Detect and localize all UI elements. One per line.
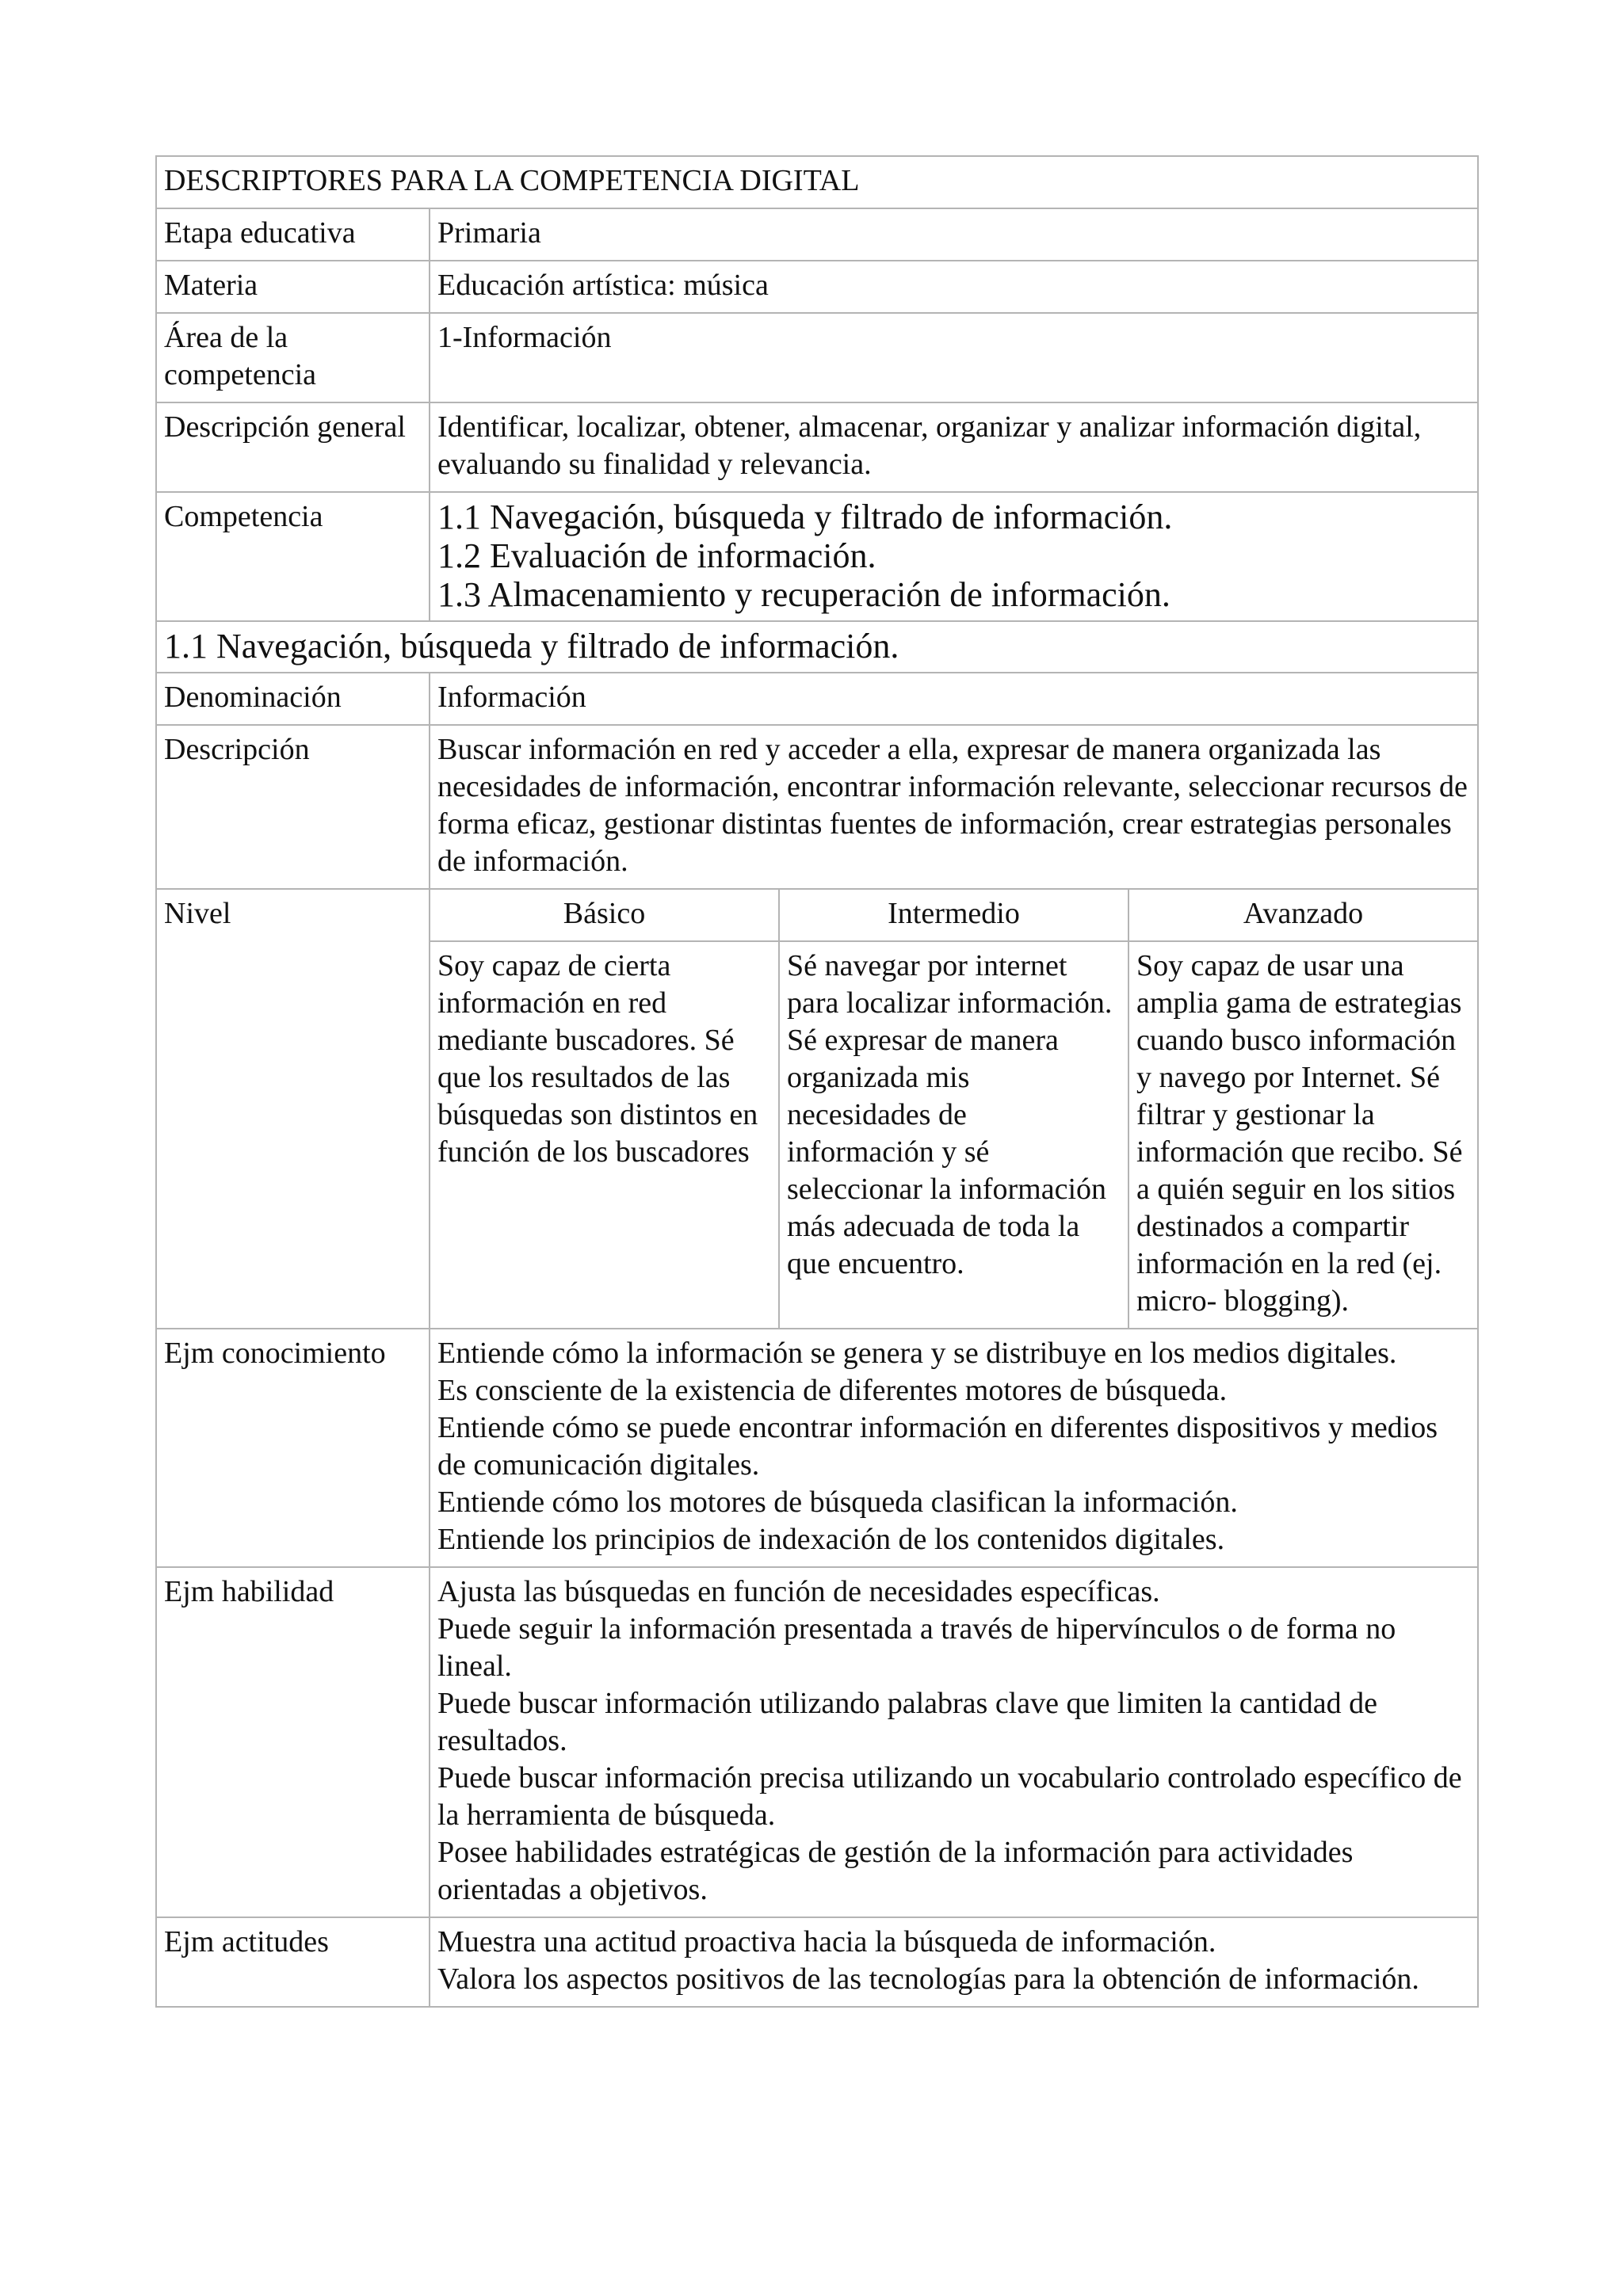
denominacion-value: Información [430,673,1478,725]
conocimiento-item: Es consciente de la existencia de diferentes motores de búsqueda. [437,1374,1228,1407]
conocimiento-item: Entiende cómo se puede encontrar información en diferentes dispositivos y medios de comunicación digitales. [437,1411,1438,1482]
title-row [156,156,1478,208]
competencia-list [430,492,1478,621]
table-title: DESCRIPTORES PARA LA COMPETENCIA DIGITAL [156,156,1478,208]
nivel-intermedio-header: Intermedio [779,889,1128,941]
conocimiento-label: Ejm conocimiento [156,1329,430,1567]
actitudes-item: Valora los aspectos positivos de las tecnologías para la obtención de información. [437,1962,1419,1996]
competencia-item: 1.3 Almacenamiento y recuperación de información. [437,575,1170,614]
descripcion-general-value: Identificar, localizar, obtener, almacenar, organizar y analizar información digital, evaluando su finalidad y relevancia. [430,402,1478,492]
competencia-item: 1.2 Evaluación de información. [437,536,876,575]
etapa-row [156,208,1478,261]
nivel-intermedio-text: Sé navegar por internet para localizar información. Sé expresar de manera organizada mis necesidades de información y sé seleccionar la información más adecuada de toda la que encuentro. [779,941,1128,1329]
descripcion-label: Descripción [156,725,430,889]
section-heading: 1.1 Navegación, búsqueda y filtrado de información. [156,621,1478,673]
nivel-basico-text: Soy capaz de cierta información en red mediante buscadores. Sé que los resultados de las búsquedas son distintos en función de los buscadores [430,941,779,1329]
competencia-label: Competencia [156,492,430,621]
actitudes-row [156,1917,1478,2007]
actitudes-item: Muestra una actitud proactiva hacia la búsqueda de información. [437,1925,1216,1958]
materia-label: Materia [156,261,430,313]
descripcion-value: Buscar información en red y acceder a ella, expresar de manera organizada las necesidades de información, encontrar información relevante, seleccionar recursos de forma eficaz, gestionar distintas fuentes de información, crear estrategias personales de información. [430,725,1478,889]
competencia-row [156,492,1478,621]
denominacion-label: Denominación [156,673,430,725]
nivel-header-row [156,889,1478,941]
conocimiento-row [156,1329,1478,1567]
area-row [156,313,1478,402]
habilidad-item: Puede buscar información utilizando palabras clave que limiten la cantidad de resultados. [437,1687,1377,1757]
competencia-item: 1.1 Navegación, búsqueda y filtrado de información. [437,498,1173,536]
habilidad-row [156,1567,1478,1917]
descripcion-row [156,725,1478,889]
section-heading-row [156,621,1478,673]
descripcion-general-label: Descripción general [156,402,430,492]
habilidad-item: Posee habilidades estratégicas de gestión de la información para actividades orientadas a objetivos. [437,1836,1354,1906]
denominacion-row [156,673,1478,725]
habilidad-list [430,1567,1478,1917]
actitudes-list [430,1917,1478,2007]
habilidad-item: Ajusta las búsquedas en función de necesidades específicas. [437,1575,1160,1608]
conocimiento-item: Entiende cómo la información se genera y se distribuye en los medios digitales. [437,1337,1397,1370]
area-value: 1-Información [430,313,1478,402]
habilidad-item: Puede seguir la información presentada a través de hipervínculos o de forma no lineal. [437,1612,1396,1683]
conocimiento-list [430,1329,1478,1567]
materia-row [156,261,1478,313]
nivel-avanzado-header: Avanzado [1128,889,1478,941]
descripcion-general-row [156,402,1478,492]
conocimiento-item: Entiende los principios de indexación de los contenidos digitales. [437,1523,1225,1556]
etapa-value: Primaria [430,208,1478,261]
nivel-label: Nivel [156,889,430,1329]
nivel-basico-header: Básico [430,889,779,941]
habilidad-item: Puede buscar información precisa utilizando un vocabulario controlado específico de la herramienta de búsqueda. [437,1761,1462,1832]
nivel-avanzado-text: Soy capaz de usar una amplia gama de estrategias cuando busco información y navego por Internet. Sé filtrar y gestionar la información que recibo. Sé a quién seguir en los sitios destinados a compartir información en la red (ej. micro- blogging). [1128,941,1478,1329]
actitudes-label: Ejm actitudes [156,1917,430,2007]
conocimiento-item: Entiende cómo los motores de búsqueda clasifican la información. [437,1486,1238,1519]
materia-value: Educación artística: música [430,261,1478,313]
descriptor-table [155,155,1479,2008]
habilidad-label: Ejm habilidad [156,1567,430,1917]
area-label: Área de la competencia [156,313,430,402]
etapa-label: Etapa educativa [156,208,430,261]
